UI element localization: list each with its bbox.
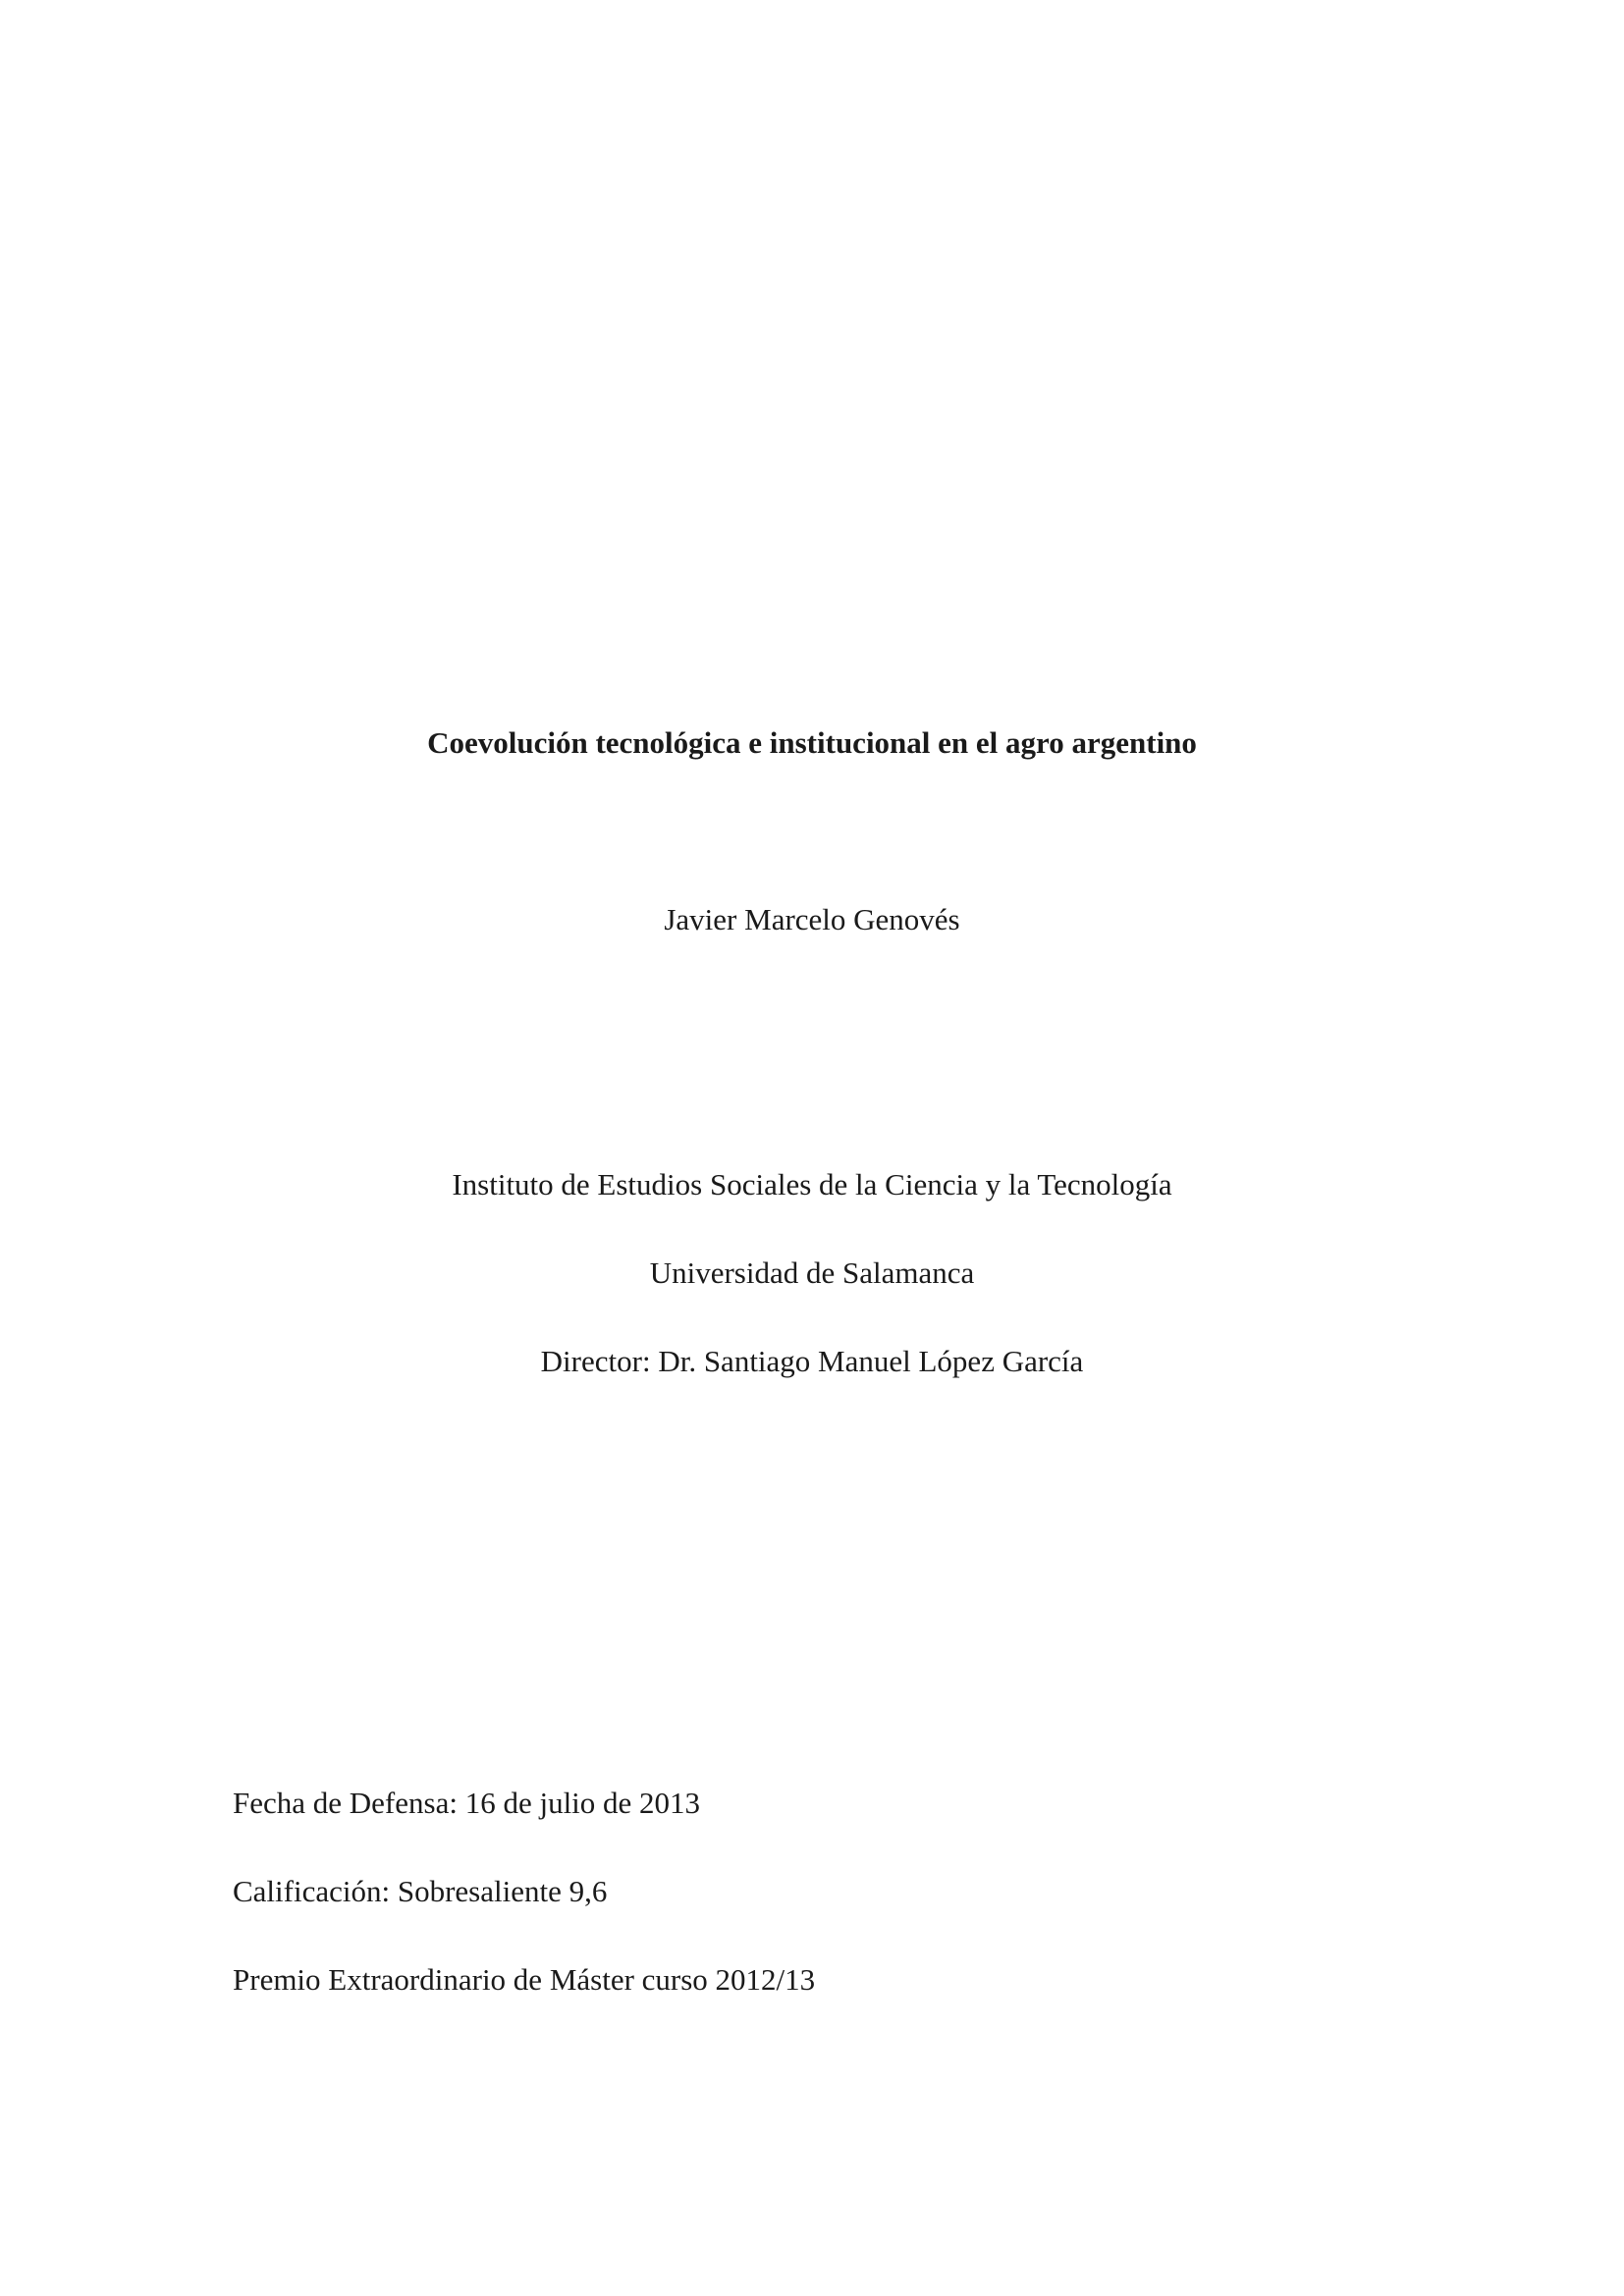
defense-date: Fecha de Defensa: 16 de julio de 2013 [233, 1786, 701, 1820]
grade: Calificación: Sobresaliente 9,6 [233, 1874, 608, 1908]
university-name: Universidad de Salamanca [649, 1255, 975, 1290]
director-name: Director: Dr. Santiago Manuel López García [540, 1344, 1084, 1378]
award: Premio Extraordinario de Máster curso 2012/13 [233, 1962, 816, 1997]
thesis-title: Coevolución tecnológica e institucional en el agro argentino [427, 725, 1197, 760]
author-name: Javier Marcelo Genovés [664, 902, 960, 936]
institute-name: Instituto de Estudios Sociales de la Ciencia y la Tecnología [452, 1167, 1172, 1201]
